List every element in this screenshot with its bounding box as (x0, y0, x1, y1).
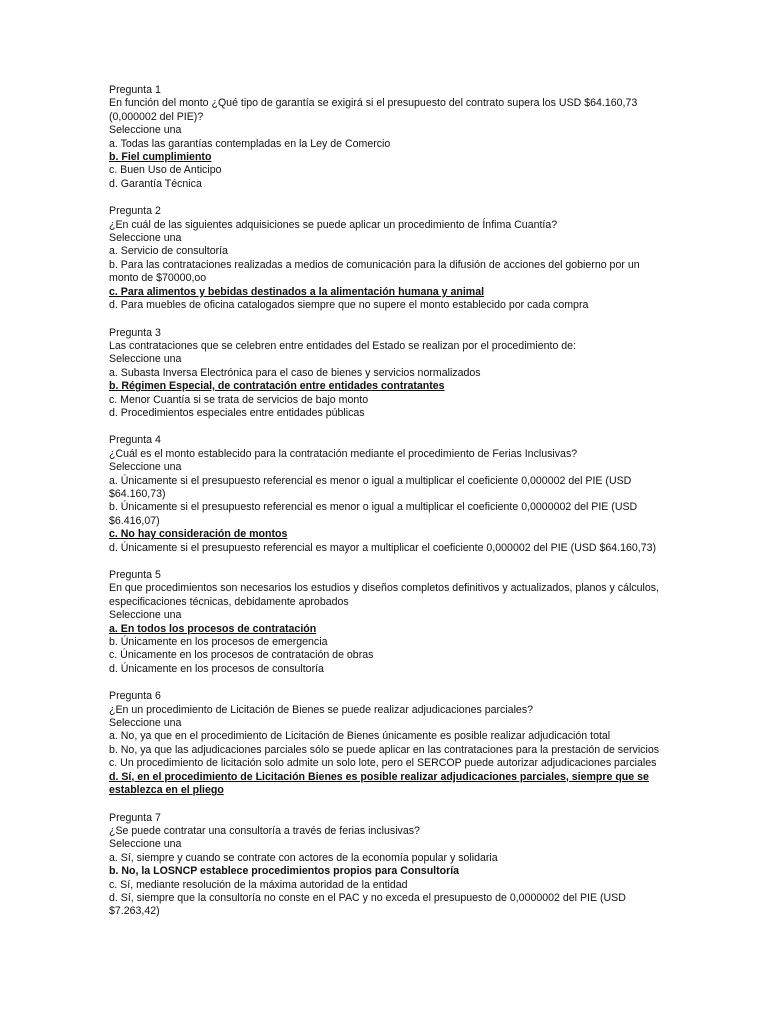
option-d: d. Para muebles de oficina catalogados siempre que no supere el monto establecido por cada compra (109, 299, 589, 312)
option-b-correct: b. Régimen Especial, de contratación entre entidades contratantes (109, 380, 445, 393)
option-c-correct: c. Para alimentos y bebidas destinados a la alimentación humana y animal (109, 285, 485, 298)
option-a: a. No, ya que en el procedimiento de Licitación de Bienes únicamente es posible realizar adjudicación total (109, 730, 611, 743)
option-c: c. Buen Uso de Anticipo (109, 164, 222, 177)
option-d: d. Únicamente en los procesos de consultoría (109, 662, 324, 675)
question-text: ¿En cuál de las siguientes adquisiciones se puede aplicar un procedimiento de Ínfima Cuantía? (109, 218, 558, 231)
option-c: c. Menor Cuantía si se trata de servicios de bajo monto (109, 393, 369, 406)
question-title: Pregunta 5 (109, 569, 161, 581)
option-a: a. Subasta Inversa Electrónica para el caso de bienes y servicios normalizados (109, 366, 481, 379)
option-d: d. Sí, siempre que la consultoría no conste en el PAC y no exceda el presupuesto de 0,0000002 del PIE (USD $7.263,42) (109, 891, 626, 918)
option-c: c. Sí, mediante resolución de la máxima autoridad de la entidad (109, 878, 408, 891)
option-b: b. No, ya que las adjudicaciones parciales sólo se puede aplicar en las contrataciones para la prestación de servicios (109, 743, 660, 756)
question-title: Pregunta 2 (109, 205, 161, 218)
select-prompt: Seleccione una (109, 717, 182, 730)
question-3 (109, 327, 668, 421)
question-text: ¿Se puede contratar una consultoría a través de ferias inclusivas? (109, 824, 420, 837)
question-4 (109, 434, 668, 555)
option-a-correct: a. En todos los procesos de contratación (109, 622, 317, 635)
option-a: a. Únicamente si el presupuesto referencial es menor o igual a multiplicar el coeficiente 0,000002 del PIE (USD $64.160,73) (109, 474, 632, 500)
option-c: c. Un procedimiento de licitación solo admite un solo lote, pero el SERCOP puede autorizar adjudicaciones parciales (109, 757, 657, 770)
option-b: b. Únicamente en los procesos de emergencia (109, 636, 328, 649)
question-6 (109, 690, 668, 797)
option-a: a. Servicio de consultoría (109, 245, 228, 258)
question-title: Pregunta 3 (109, 326, 161, 339)
question-title: Pregunta 6 (109, 690, 161, 703)
select-prompt: Seleccione una (109, 124, 182, 137)
option-c-correct: c. No hay consideración de montos (109, 528, 288, 541)
question-title: Pregunta 1 (109, 84, 161, 96)
question-title: Pregunta 7 (109, 811, 161, 824)
option-b-correct: b. No, la LOSNCP establece procedimientos propios para Consultoría (109, 865, 460, 878)
select-prompt: Seleccione una (109, 461, 182, 474)
select-prompt: Seleccione una (109, 353, 182, 366)
option-c: c. Únicamente en los procesos de contratación de obras (109, 649, 374, 662)
select-prompt: Seleccione una (109, 838, 182, 851)
option-b-correct: b. Fiel cumplimiento (109, 151, 212, 164)
select-prompt: Seleccione una (109, 609, 182, 622)
question-5 (109, 569, 668, 676)
option-b: b. Para las contrataciones realizadas a medios de comunicación para la difusión de acciones del gobierno por un monto de $70000,oo (109, 258, 640, 285)
option-b: b. Únicamente si el presupuesto referencial es menor o igual a multiplicar el coeficiente 0,0000002 del PIE (USD $6.416,07) (109, 501, 638, 527)
question-2 (109, 205, 668, 312)
option-d-correct: d. Sí, en el procedimiento de Licitación Bienes es posible realizar adjudicaciones parciales, siempre que se establezca en el pliego (109, 770, 649, 797)
question-text: ¿Cuál es el monto establecido para la contratación mediante el procedimiento de Ferias Inclusivas? (109, 447, 578, 460)
option-d: d. Procedimientos especiales entre entidades públicas (109, 406, 365, 419)
question-text: Las contrataciones que se celebren entre entidades del Estado se realizan por el procedimiento de: (109, 339, 577, 352)
option-d: d. Únicamente si el presupuesto referencial es mayor a multiplicar el coeficiente 0,000002 del PIE (USD $64.160,73) (109, 541, 657, 554)
question-7 (109, 812, 668, 919)
question-text: En función del monto ¿Qué tipo de garantía se exigirá si el presupuesto del contrato supera los USD $64.160,73 (0,000002 del PIE)? (109, 97, 638, 123)
question-text: En que procedimientos son necesarios los estudios y diseños completos definitivos y actualizados, planos y cálculos, especificaciones técnicas, debidamente aprobados (109, 582, 659, 608)
option-a: a. Sí, siempre y cuando se contrate con actores de la economía popular y solidaria (109, 851, 498, 864)
option-d: d. Garantía Técnica (109, 177, 202, 190)
option-a: a. Todas las garantías contempladas en la Ley de Comercio (109, 137, 391, 150)
select-prompt: Seleccione una (109, 232, 182, 245)
question-title: Pregunta 4 (109, 434, 161, 447)
question-text: ¿En un procedimiento de Licitación de Bienes se puede realizar adjudicaciones parciales? (109, 703, 534, 716)
question-1 (109, 84, 668, 191)
